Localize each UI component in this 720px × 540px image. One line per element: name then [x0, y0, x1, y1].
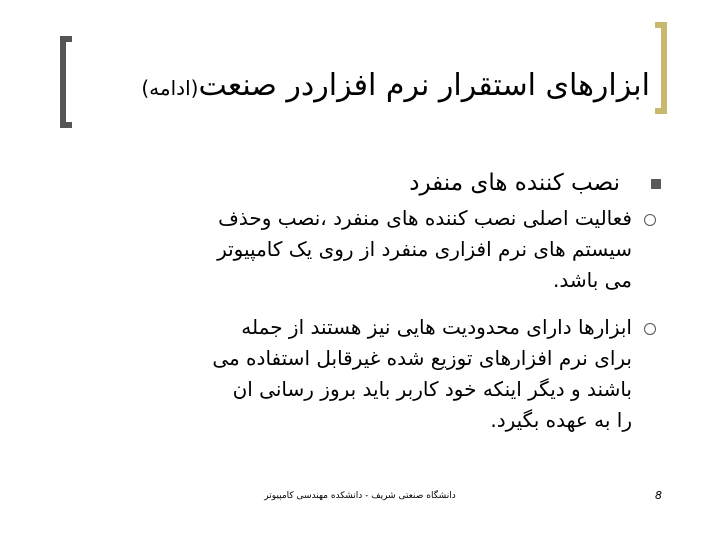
list-item — [67, 203, 632, 296]
list-item-line: سیستم های نرم افزاری منفرد از روی یک کامپیوتر — [217, 237, 632, 261]
slide-title — [80, 66, 650, 108]
list-item — [67, 312, 632, 436]
title-text: ابزارهای استقرار نرم افزاردر صنعت — [198, 68, 650, 103]
footer-text: دانشگاه صنعتی شریف - دانشکده مهندسی کامپیوتر — [264, 491, 456, 501]
list-item-line: باشند و دیگر اینکه خود کاربر باید بروز رسانی ان — [232, 377, 632, 401]
bullet-heading: نصب کننده های منفرد — [409, 170, 620, 196]
page-number: 8 — [655, 489, 662, 502]
title-suffix: (ادامه) — [141, 76, 199, 100]
right-title-bracket — [655, 22, 667, 114]
circle-bullet-icon — [644, 323, 656, 335]
circle-bullet-icon — [644, 214, 656, 226]
list-item-line: ابزارها دارای محدودیت هایی نیز هستند از جمله — [241, 315, 632, 339]
square-bullet-icon — [651, 179, 661, 189]
list-item-line: برای نرم افزارهای توزیع شده غیرقابل استفاده می — [212, 346, 632, 370]
left-title-bracket — [60, 36, 72, 128]
list-item-line: می باشد. — [552, 268, 632, 292]
list-item-line: را به عهده بگیرد. — [490, 408, 632, 432]
list-item-line: فعالیت اصلی نصب کننده های منفرد ،نصب وحذف — [218, 206, 632, 230]
